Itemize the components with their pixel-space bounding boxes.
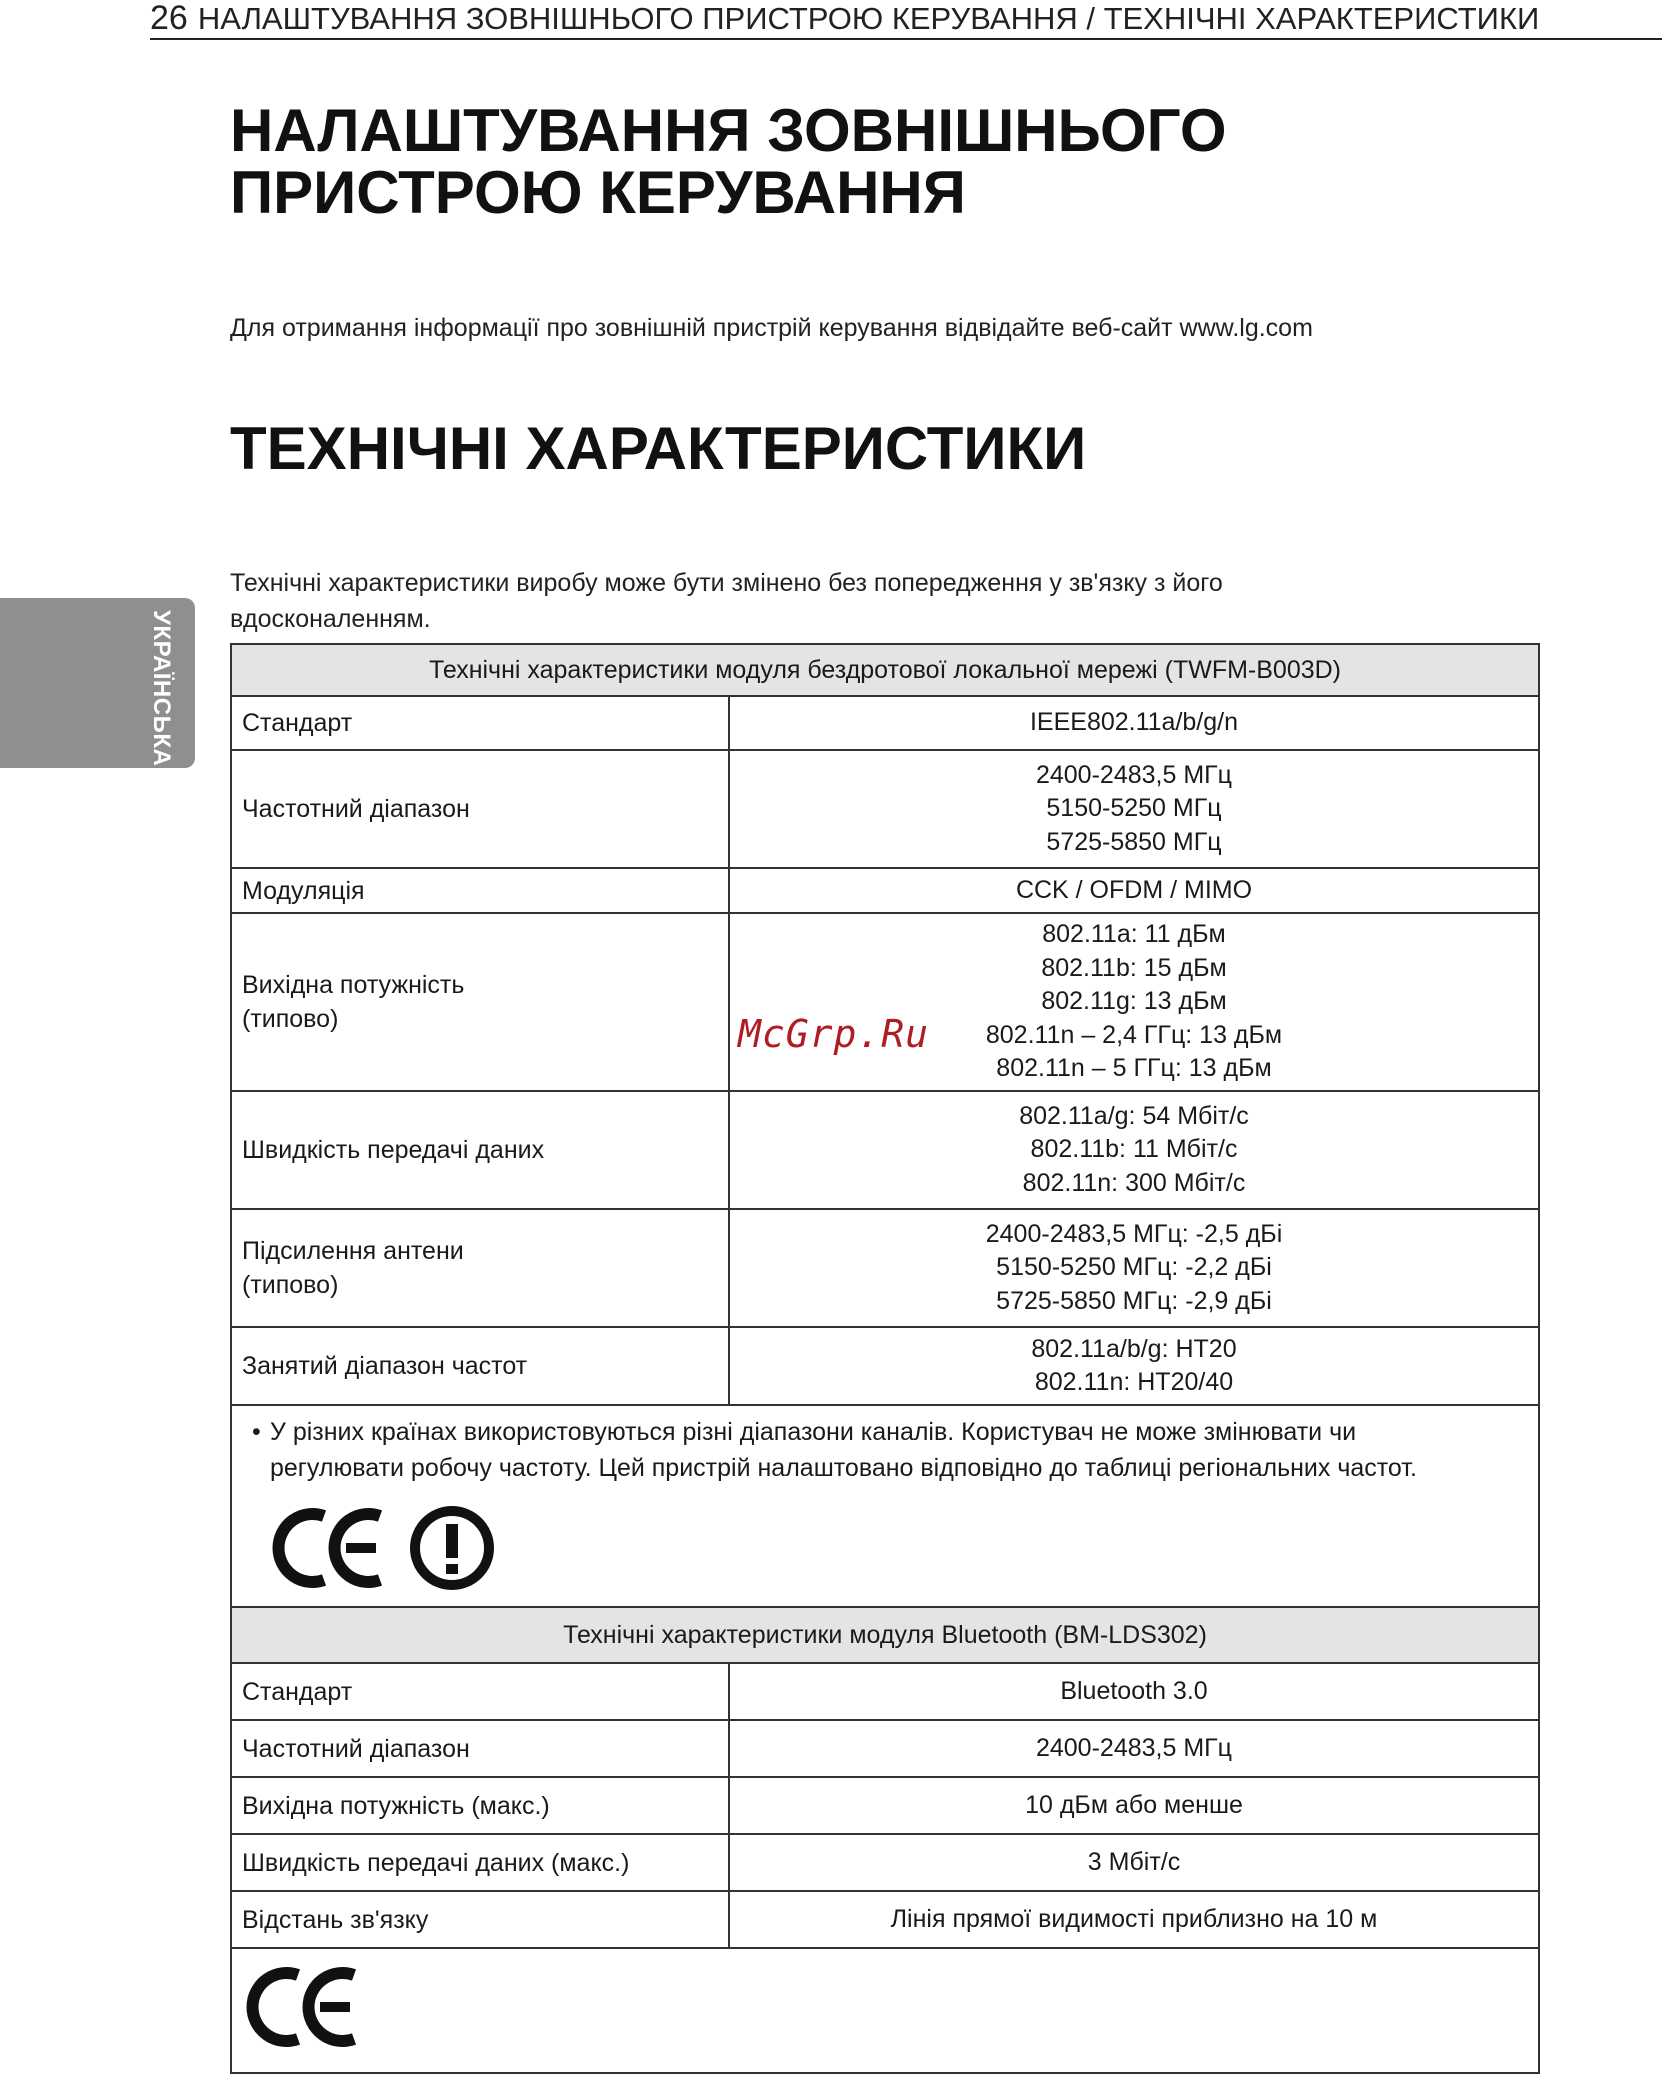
spec-value	[729, 750, 1539, 868]
ce-mark-icon	[246, 1963, 364, 2051]
spec-label	[231, 1777, 729, 1834]
spec-label-line: Відстань зв'язку	[242, 1905, 429, 1934]
spec-label	[231, 868, 729, 913]
spec-label	[231, 1327, 729, 1405]
spec-value	[729, 1891, 1539, 1948]
spec-value	[729, 913, 1539, 1091]
spec-label-line: Вихідна потужність (макс.)	[242, 1791, 550, 1820]
spec-value-line: 802.11b: 15 дБм	[1041, 953, 1227, 982]
wlan-note	[231, 1405, 1539, 1607]
spec-row	[231, 1091, 1539, 1209]
spec-value-line: 802.11n – 2,4 ГГц: 13 дБм	[985, 1020, 1283, 1049]
spec-label-line: Частотний діапазон	[242, 795, 470, 823]
spec-label	[231, 696, 729, 750]
spec-value-line: 802.11n – 5 ГГц: 13 дБм	[996, 1054, 1272, 1083]
spec-value	[729, 1663, 1539, 1720]
spec-value-line: 2400-2483,5 МГц	[1035, 1733, 1233, 1762]
spec-label-line: (типово)	[242, 1271, 339, 1299]
bluetooth-header: Технічні характеристики модуля Bluetooth (BM-LDS302)	[231, 1607, 1539, 1663]
compliance-marks	[272, 1504, 1524, 1592]
spec-row	[231, 1720, 1539, 1777]
running-header	[150, 0, 1662, 40]
intro-line: вдосконаленням.	[230, 605, 431, 633]
bluetooth-ce-row	[231, 1948, 1539, 2073]
spec-label	[231, 1720, 729, 1777]
spec-value-line: 2400-2483,5 МГц	[1035, 760, 1233, 789]
spec-label-line: Стандарт	[242, 709, 353, 737]
spec-label-line: Занятий діапазон частот	[242, 1352, 528, 1380]
note-line: У різних країнах використовуються різні діапазони каналів. Користувач не може змінювати чи	[270, 1418, 1357, 1446]
spec-value-line: 5150-5250 МГц	[1046, 794, 1222, 823]
spec-label-line: Підсилення антени	[242, 1237, 464, 1265]
spec-value	[729, 1777, 1539, 1834]
spec-value-line: Лінія прямої видимості приблизно на 10 м	[890, 1904, 1378, 1933]
spec-value-line: IEEE802.11a/b/g/n	[1029, 708, 1239, 737]
spec-label-line: Вихідна потужність	[242, 971, 465, 999]
spec-value-line: 5725-5850 МГц: -2,9 дБі	[996, 1286, 1272, 1315]
wlan-note-row	[231, 1405, 1539, 1607]
ce-mark-icon	[272, 1504, 390, 1592]
spec-value	[729, 696, 1539, 750]
language-side-tab	[0, 598, 195, 768]
spec-value-line: 802.11a/g: 54 Мбіт/с	[1019, 1101, 1249, 1130]
spec-row	[231, 868, 1539, 913]
watermark: McGrp.Ru	[738, 1012, 930, 1056]
spec-row	[231, 1834, 1539, 1891]
spec-row	[231, 913, 1539, 1091]
spec-label	[231, 913, 729, 1091]
spec-value-line: 802.11a/b/g: HT20	[1031, 1334, 1237, 1363]
spec-label	[231, 1091, 729, 1209]
spec-value	[729, 868, 1539, 913]
running-title: НАЛАШТУВАННЯ ЗОВНІШНЬОГО ПРИСТРОЮ КЕРУВАННЯ / ТЕХНІЧНІ ХАРАКТЕРИСТИКИ	[197, 1, 1540, 36]
spec-value-line: 5150-5250 МГц: -2,2 дБі	[996, 1253, 1272, 1282]
specifications-intro	[230, 565, 1380, 637]
bluetooth-ce-cell	[231, 1948, 1539, 2073]
note-line: регулювати робочу частоту. Цей пристрій налаштовано відповідно до таблиці регіональних частот.	[270, 1454, 1417, 1482]
spec-value	[729, 1834, 1539, 1891]
spec-row	[231, 1663, 1539, 1720]
spec-value-line: 5725-5850 МГц	[1046, 827, 1222, 856]
spec-row	[231, 1209, 1539, 1327]
spec-label-line: Частотний діапазон	[242, 1734, 470, 1763]
spec-value	[729, 1209, 1539, 1327]
intro-line: Технічні характеристики виробу може бути змінено без попередження у зв'язку з його	[230, 569, 1223, 597]
section-title-specifications: ТЕХНІЧНІ ХАРАКТЕРИСТИКИ	[230, 415, 1087, 482]
spec-row	[231, 1891, 1539, 1948]
spec-value-line: 3 Мбіт/с	[1087, 1847, 1181, 1876]
title-line: ПРИСТРОЮ КЕРУВАННЯ	[230, 159, 966, 226]
spec-row	[231, 750, 1539, 868]
spec-label	[231, 1834, 729, 1891]
spec-value-line: 802.11a: 11 дБм	[1042, 920, 1226, 949]
note-text	[252, 1414, 1524, 1486]
spec-value	[729, 1091, 1539, 1209]
spec-label	[231, 1663, 729, 1720]
spec-value-line: 10 дБм або менше	[1025, 1790, 1243, 1819]
spec-label-line: (типово)	[242, 1005, 339, 1033]
spec-value-line: 802.11g: 13 дБм	[1041, 987, 1227, 1016]
spec-label-line: Модуляція	[242, 876, 365, 905]
spec-label	[231, 750, 729, 868]
spec-value-line: 802.11n: HT20/40	[1034, 1368, 1234, 1396]
title-line: НАЛАШТУВАННЯ ЗОВНІШНЬОГО	[230, 97, 1227, 164]
spec-value-line: CCK / OFDM / MIMO	[1015, 875, 1253, 904]
spec-label-line: Стандарт	[242, 1677, 353, 1706]
spec-row	[231, 696, 1539, 750]
spec-table	[230, 643, 1540, 2074]
section-title-external-control	[230, 97, 1530, 226]
alert-mark-icon	[408, 1504, 496, 1592]
spec-value	[729, 1720, 1539, 1777]
spec-value-line: 802.11n: 300 Мбіт/с	[1022, 1168, 1246, 1197]
external-control-text: Для отримання інформації про зовнішній пристрій керування відвідайте веб-сайт www.lg.com	[230, 314, 1313, 342]
spec-row	[231, 1327, 1539, 1405]
spec-row	[231, 1777, 1539, 1834]
language-tab-label: УКРАЇНСЬКА	[148, 610, 175, 767]
note-body	[270, 1414, 1417, 1486]
wlan-header: Технічні характеристики модуля бездротової локальної мережі (TWFM-B003D)	[231, 644, 1539, 696]
spec-value-line: 802.11b: 11 Мбіт/с	[1030, 1135, 1238, 1164]
spec-label-line: Швидкість передачі даних	[242, 1136, 545, 1164]
spec-label	[231, 1209, 729, 1327]
wlan-header-row	[231, 644, 1539, 696]
note-bullet: •	[252, 1418, 261, 1446]
spec-label	[231, 1891, 729, 1948]
bluetooth-header-row	[231, 1607, 1539, 1663]
page-number: 26	[150, 0, 188, 37]
spec-value	[729, 1327, 1539, 1405]
spec-label-line: Швидкість передачі даних (макс.)	[242, 1848, 630, 1877]
spec-value-line: Bluetooth 3.0	[1060, 1676, 1208, 1705]
spec-value-line: 2400-2483,5 МГц: -2,5 дБі	[985, 1219, 1283, 1248]
